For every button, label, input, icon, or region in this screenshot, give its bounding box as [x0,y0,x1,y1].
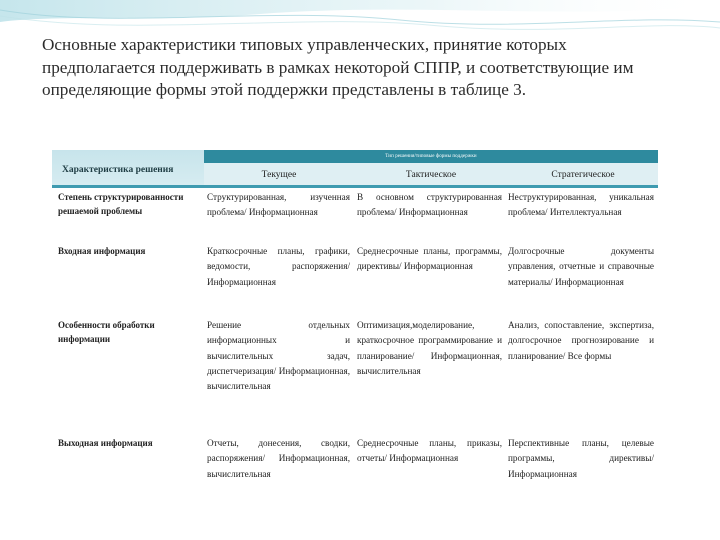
row-label: Степень структурированности решаемой проблемы [58,192,184,216]
header-current: Текущее [261,170,297,180]
cell-strategic: Долгосрочные документы управления, отчетные и справочные материалы/ Информационная [508,246,654,287]
cell-strategic: Неструктурированная, уникальная проблема/ Интеллектуальная [508,192,654,218]
slide-title: Основные характеристики типовых управленческих, принятие которых предполагается поддерживать в рамках некоторой СППР, и соответствующие им определяющие формы этой поддержки представлены в таблице 3. [42,35,634,99]
cell-tactical: В основном структурированная проблема/ Информационная [357,192,502,218]
row-label: Входная информация [58,246,146,256]
cell-strategic: Перспективные планы, целевые программы, директивы/ Информационная [508,438,654,479]
decision-support-table [52,150,658,510]
cell-current: Отчеты, донесения, сводки, распоряжения/ Информационная, вычислительная [207,438,350,479]
header-tactical: Тактическое [405,170,457,180]
header-characteristic: Характеристика решения [52,150,204,185]
cell-current: Краткосрочные планы, графики, ведомости, распоряжения/ Информационная [207,246,350,287]
cell-tactical: Среднесрочные планы, программы, директивы/ Информационная [357,246,502,272]
header-group: Тип решения/типовые формы поддержки [204,150,658,163]
header-row [204,163,658,185]
cell-current: Решение отдельных информационных и вычислительных задач, диспетчеризация/ Информационная, вычислительная [207,320,350,392]
row-label: Выходная информация [58,438,153,448]
header-strategic: Стратегическое [551,170,615,180]
header-separator [52,185,658,188]
cell-tactical: Оптимизация,моделирование, краткосрочное программирование и планирование/ Информационная, вычислительная [357,320,502,376]
cell-tactical: Среднесрочные планы, приказы, отчеты/ Информационная [357,438,502,464]
cell-strategic: Анализ, сопоставление, экспертиза, долгосрочное прогнозирование и планирование/ Все формы [508,320,654,361]
row-label: Особенности обработки информации [58,320,155,344]
cell-current: Структурированная, изученная проблема/ Информационная [207,192,350,218]
